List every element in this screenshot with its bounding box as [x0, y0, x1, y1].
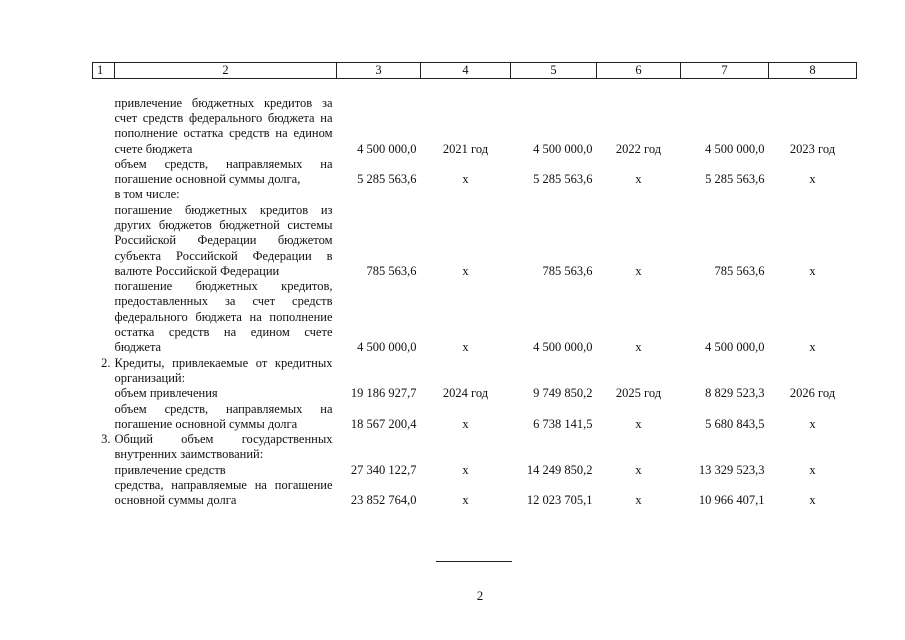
row-description: Кредиты, привлекаемые от кредитных организаций:: [114, 355, 333, 385]
row-description: Общий объем государственных внутренних заимствований:: [114, 432, 333, 462]
year-cell: [769, 187, 857, 202]
amount-cell: 5 680 843,5: [705, 416, 765, 431]
year-cell: х: [462, 416, 469, 431]
footer-divider: [436, 561, 512, 562]
amount-cell: [681, 432, 769, 463]
year-cell: х: [809, 462, 816, 477]
year-cell: х: [462, 462, 469, 477]
table-row: [93, 386, 857, 401]
amount-cell: [337, 187, 421, 202]
row-number: 3.: [101, 432, 111, 447]
column-number: 1: [93, 63, 115, 79]
row-number: [93, 402, 115, 433]
year-cell: [597, 187, 681, 202]
year-cell: [421, 187, 511, 202]
row-number: [93, 463, 115, 478]
amount-cell: [681, 356, 769, 387]
year-cell: х: [635, 493, 642, 508]
amount-cell: [511, 432, 597, 463]
year-cell: 2024 год: [442, 386, 489, 401]
row-number: [93, 79, 115, 157]
year-cell: [769, 356, 857, 387]
row-number: [93, 187, 115, 202]
page-number: 2: [476, 588, 484, 603]
year-cell: [597, 432, 681, 463]
year-cell: х: [462, 340, 469, 355]
row-description: привлечение бюджетных кредитов за счет средств федерального бюджета на пополнение остатка средств на едином счете бюджета: [114, 95, 333, 156]
table-row: [93, 402, 857, 433]
row-description: объем средств, направляемых на погашение основной суммы долга,: [114, 156, 333, 187]
table-row: [93, 279, 857, 355]
column-number: 5: [511, 63, 597, 79]
row-description: объем средств, направляемых на погашение основной суммы долга: [114, 401, 333, 431]
row-description: в том числе:: [114, 187, 180, 202]
column-number: 2: [115, 63, 337, 79]
table-row: [93, 157, 857, 188]
amount-cell: 4 500 000,0: [705, 340, 765, 355]
table-row: [93, 432, 857, 463]
year-cell: х: [809, 172, 816, 187]
amount-cell: 4 500 000,0: [533, 340, 593, 355]
row-description: объем привлечения: [114, 386, 218, 401]
table-row: [93, 356, 857, 387]
column-number: 7: [681, 63, 769, 79]
row-number: [93, 203, 115, 279]
year-cell: 2021 год: [442, 141, 489, 156]
column-number: 3: [337, 63, 421, 79]
year-cell: х: [809, 493, 816, 508]
year-cell: 2025 год: [615, 386, 662, 401]
year-cell: [421, 356, 511, 387]
row-number: [93, 478, 115, 509]
row-number: [93, 279, 115, 355]
row-description: средства, направляемые на погашение основной суммы долга: [114, 478, 333, 508]
row-number: 2.: [101, 355, 111, 370]
table-row: [93, 79, 857, 157]
row-description: погашение бюджетных кредитов из других бюджетов бюджетной системы Российской Федерации бюджетом субъекта Российской Федерации в валюте Российской Федерации: [114, 202, 333, 278]
amount-cell: 23 852 764,0: [350, 493, 417, 508]
amount-cell: 19 186 927,7: [350, 386, 417, 401]
amount-cell: [337, 356, 421, 387]
amount-cell: 785 563,6: [714, 263, 765, 278]
amount-cell: 13 329 523,3: [698, 462, 765, 477]
amount-cell: 4 500 000,0: [533, 141, 593, 156]
row-description: привлечение средств: [114, 462, 226, 477]
row-number: [93, 386, 115, 401]
row-description: погашение бюджетных кредитов, предоставленных за счет средств федерального бюджета на пополнение остатка средств на едином счете бюджета: [114, 279, 333, 355]
amount-cell: 785 563,6: [542, 263, 593, 278]
column-number: 6: [597, 63, 681, 79]
amount-cell: 4 500 000,0: [705, 141, 765, 156]
amount-cell: 12 023 705,1: [526, 493, 593, 508]
year-cell: х: [809, 263, 816, 278]
year-cell: х: [635, 462, 642, 477]
amount-cell: [337, 432, 421, 463]
amount-cell: [511, 187, 597, 202]
year-cell: х: [635, 172, 642, 187]
amount-cell: 14 249 850,2: [526, 462, 593, 477]
year-cell: [421, 432, 511, 463]
year-cell: х: [635, 416, 642, 431]
year-cell: х: [635, 340, 642, 355]
amount-cell: 785 563,6: [366, 263, 417, 278]
column-number: 8: [769, 63, 857, 79]
amount-cell: 4 500 000,0: [357, 141, 417, 156]
amount-cell: 5 285 563,6: [357, 172, 417, 187]
year-cell: х: [462, 263, 469, 278]
amount-cell: 4 500 000,0: [357, 340, 417, 355]
year-cell: [597, 356, 681, 387]
amount-cell: 10 966 407,1: [698, 493, 765, 508]
amount-cell: [681, 187, 769, 202]
table-row: [93, 187, 857, 202]
amount-cell: [511, 356, 597, 387]
year-cell: х: [809, 340, 816, 355]
amount-cell: 18 567 200,4: [350, 416, 417, 431]
amount-cell: 27 340 122,7: [350, 462, 417, 477]
amount-cell: 5 285 563,6: [533, 172, 593, 187]
year-cell: 2026 год: [789, 386, 836, 401]
year-cell: 2022 год: [615, 141, 662, 156]
year-cell: х: [462, 172, 469, 187]
year-cell: 2023 год: [789, 141, 836, 156]
table-row: [93, 463, 857, 478]
column-number: 4: [421, 63, 511, 79]
amount-cell: 5 285 563,6: [705, 172, 765, 187]
year-cell: [769, 432, 857, 463]
table-row: [93, 203, 857, 279]
year-cell: х: [809, 416, 816, 431]
borrowings-table: [92, 62, 857, 509]
year-cell: х: [462, 493, 469, 508]
amount-cell: 8 829 523,3: [705, 386, 765, 401]
column-number-row: [93, 63, 857, 79]
year-cell: х: [635, 263, 642, 278]
amount-cell: 9 749 850,2: [533, 386, 593, 401]
amount-cell: 6 738 141,5: [533, 416, 593, 431]
row-number: [93, 157, 115, 188]
table-row: [93, 478, 857, 509]
